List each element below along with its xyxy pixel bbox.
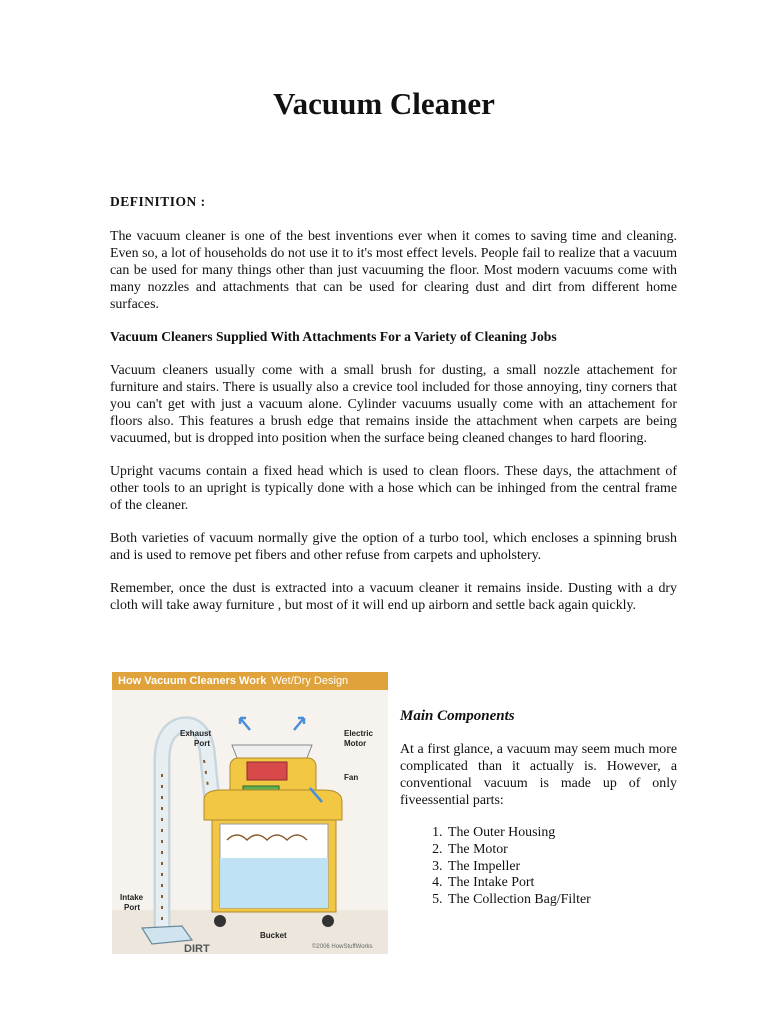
exhaust-cap <box>232 745 312 758</box>
label-motor-1: Electric <box>344 729 373 738</box>
vacuum-illustration <box>112 690 388 954</box>
label-intake-1: Intake <box>120 893 144 902</box>
list-item: 1. The Outer Housing <box>446 825 677 842</box>
components-heading: Main Components <box>400 708 515 724</box>
label-motor-2: Motor <box>344 739 367 748</box>
diagram-header-subtitle: Wet/Dry Design <box>271 675 349 687</box>
definition-label: DEFINITION : <box>110 194 206 209</box>
diagram-header <box>112 672 388 690</box>
page-title: Vacuum Cleaner <box>273 86 495 121</box>
components-intro: At a first glance, a vacuum may seem much more complicated than it actually is. However, a conventional vacuum is made up of only fiveessential parts: <box>400 742 677 808</box>
wheel-right <box>322 915 334 927</box>
paragraph-dust: Remember, once the dust is extracted into a vacuum cleaner it remains inside. Dusting with a dry cloth will take away furniture , but most of it will end up airborn and settle back again quickly. <box>110 581 677 613</box>
label-bucket: Bucket <box>260 931 287 940</box>
label-exhaust-1: Exhaust <box>180 729 212 738</box>
list-item: 2. The Motor <box>446 842 677 859</box>
components-list <box>400 825 677 909</box>
list-item: 4. The Intake Port <box>446 875 677 892</box>
main-content <box>110 194 677 630</box>
label-fan: Fan <box>344 773 359 782</box>
electric-motor <box>247 762 287 780</box>
paragraph-turbo: Both varieties of vacuum normally give the option of a turbo tool, which encloses a spinning brush and is used to remove pet fibers and other refuse from carpets and upholstery. <box>110 531 677 563</box>
wheel-left <box>214 915 226 927</box>
vacuum-diagram <box>112 672 388 954</box>
list-item: 5. The Collection Bag/Filter <box>446 892 677 909</box>
label-credit: ©2006 HowStuffWorks <box>312 944 373 950</box>
components-section <box>400 708 677 909</box>
paragraph-upright: Upright vacums contain a fixed head which is used to clean floors. These days, the attachment of other tools to an upright is typically done with a hose which can be inhinged from the central frame of the cleaner. <box>110 464 677 513</box>
bucket-lid <box>204 790 342 820</box>
label-dirt: DIRT <box>184 943 210 954</box>
list-item: 3. The Impeller <box>446 859 677 876</box>
label-intake-2: Port <box>124 903 140 912</box>
label-exhaust-2: Port <box>194 739 210 748</box>
section-subheading: Vacuum Cleaners Supplied With Attachments For a Variety of Cleaning Jobs <box>110 329 557 344</box>
paragraph-intro: The vacuum cleaner is one of the best inventions ever when it comes to saving time and cleaning. Even so, a lot of households do not use it to it's most effect levels. People fail to realize that a vacuum can be used for many things other than just vacuuming the floor. Most modern vacuums come with many nozzles and attachments that can be used for clearing dust and dirt from different home surfaces. <box>110 229 677 312</box>
paragraph-attachments: Vacuum cleaners usually come with a small brush for dusting, a small nozzle attachement for furniture and stairs. There is usually also a crevice tool included for those annoying, tiny corners that you can't get with just a vacuum alone. Cylinder vacuums usually come with an attachement for floors also. This features a brush edge that remains inside the attachment when carpets are being vacuumed, but is dropped into position when the surface being cleaned changes to hard flooring. <box>110 363 677 446</box>
diagram-header-title: How Vacuum Cleaners Work <box>118 675 267 687</box>
bucket-water <box>220 858 328 908</box>
